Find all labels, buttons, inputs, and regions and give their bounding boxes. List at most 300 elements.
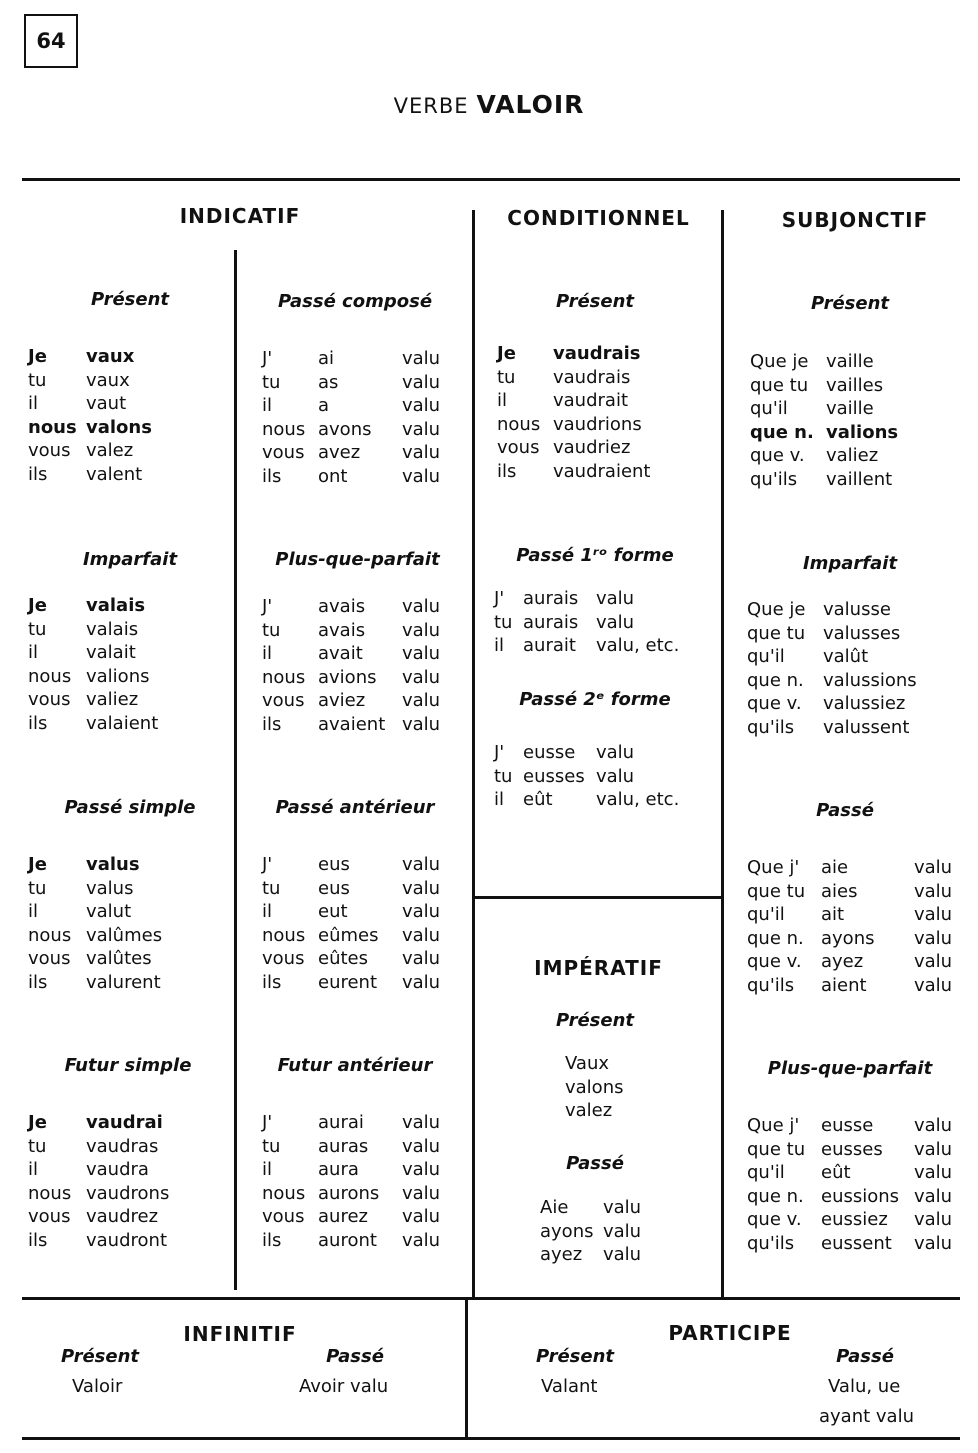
auxiliary: eusses [523,765,585,787]
pronoun: vous [262,442,305,463]
imperatif-present-label: Présent [555,1010,635,1031]
conj-row [494,634,679,658]
auxiliary: eurent [318,971,378,993]
pronoun: Je [28,1112,47,1133]
infinitif-heading: INFINITIF [183,1322,297,1346]
conj-row [262,900,440,924]
conj-row [28,688,158,712]
subjonctif-present-table [750,350,898,491]
conj-row [747,692,917,716]
conj-row [28,416,152,440]
verb-form: valons [86,416,152,438]
pronoun: ils [262,713,282,735]
participle: valu [603,1220,642,1242]
pronoun: nous [28,665,72,687]
auxiliary: aurais [523,588,579,609]
conj-row [28,665,158,689]
auxiliary: auront [318,1229,377,1251]
pronoun: qu'ils [747,1232,795,1254]
pronoun: J' [262,1112,273,1133]
participle: valu [914,974,953,996]
conditionnel-left-rule [472,210,475,1298]
verb-form: valusses [823,622,901,644]
auxiliary: avez [318,442,361,463]
pronoun: nous [262,666,306,688]
pronoun: Je [28,595,47,616]
auxiliary: aurais [523,611,579,633]
imperatif-present-table [565,1052,623,1123]
pronoun: tu [494,611,513,633]
conj-row [497,342,651,366]
conj-row [540,1196,641,1220]
pronoun: tu [28,1135,47,1157]
participle: valu [596,611,635,633]
pronoun: que n. [747,927,804,949]
pronoun: Que j' [747,857,800,878]
conj-row [747,598,917,622]
conj-row [747,1185,952,1209]
participle: valu [914,1138,953,1160]
verb-form: vaux [86,369,130,391]
verb-form: vaudrons [86,1182,170,1204]
conj-row [262,1205,440,1229]
participe-passe-label: Passé [836,1346,894,1367]
infinitif-passe-value: Avoir valu [299,1376,389,1397]
verb-form: valons [565,1076,624,1098]
pronoun: ils [262,1229,282,1251]
pronoun: que v. [747,693,802,714]
auxiliary: aura [318,1159,359,1180]
verb-form: valaient [86,712,159,734]
verb-form: valait [86,642,136,663]
verb-form: valais [86,595,146,616]
auxiliary: aie [821,857,849,878]
auxiliary: avais [318,596,366,617]
conj-row [262,1111,440,1135]
indicatif-imparfait-table [28,594,158,735]
conj-row [565,1052,623,1076]
participe-present-label: Présent [535,1346,615,1367]
conj-row [750,468,898,492]
pronoun: que v. [747,1209,802,1230]
pronoun: que n. [747,1185,804,1207]
auxiliary: eût [523,789,553,810]
conj-row [28,345,152,369]
pronoun: que v. [750,445,805,466]
pronoun: nous [28,924,72,946]
participle: valu [596,742,635,763]
conj-row [750,350,898,374]
auxiliary: avons [318,418,372,440]
indicatif-imparfait-label: Imparfait [82,549,178,570]
conj-row [262,877,440,901]
participle: valu [402,619,441,641]
participle: valu [914,880,953,902]
indicatif-passe-anterieur-table [262,853,440,994]
verb-form: vaudrez [86,1206,159,1227]
pronoun: il [262,395,273,416]
auxiliary: eûtes [318,948,368,969]
verb-form: valez [565,1100,613,1121]
pronoun: J' [262,596,273,617]
pronoun: qu'ils [747,974,795,996]
verb-form: vaille [826,351,874,372]
participle: valu [914,857,953,878]
verb-form: vaudra [86,1159,149,1180]
participle: valu [914,1209,953,1230]
conj-row [262,1182,440,1206]
participle: valu [603,1244,642,1265]
conj-row [750,421,898,445]
conj-row [262,1135,440,1159]
subjonctif-plus-que-parfait-table [747,1114,952,1255]
pronoun: J' [262,854,273,875]
verb-form: valussiez [823,693,906,714]
verb-form: vaut [86,393,127,414]
conj-row [262,619,440,643]
verb-form: vaudront [86,1229,167,1251]
participle: valu [402,877,441,899]
pronoun: tu [262,1135,281,1157]
participle: valu [914,1162,953,1183]
pronoun: J' [262,348,273,369]
pronoun: qu'ils [747,716,795,738]
pronoun: il [494,635,505,656]
indicatif-passe-simple-label: Passé simple [64,797,196,818]
infinitif-participe-divider [465,1297,468,1439]
auxiliary: aurez [318,1206,368,1227]
conj-row [262,1229,440,1253]
pronoun: Je [28,854,47,875]
infinitif-passe-label: Passé [326,1346,384,1367]
participle: valu [603,1197,642,1218]
verb-form: Vaux [565,1053,610,1074]
indicatif-futur-anterieur-label: Futur antérieur [277,1055,433,1076]
pronoun: nous [262,1182,306,1204]
conj-row [494,741,679,765]
pronoun: vous [262,1206,305,1227]
conj-row [747,903,952,927]
pronoun: Que j' [747,1115,800,1136]
auxiliary: a [318,395,330,416]
auxiliary: ayez [821,951,864,972]
conj-row [494,587,679,611]
conj-row [494,788,679,812]
verb-form: vaudrions [553,413,642,435]
conj-row [28,463,152,487]
verb-form: vaudrais [553,366,631,388]
pronoun: il [28,901,39,922]
conj-row [262,642,440,666]
pronoun: nous [497,413,541,435]
conj-row [262,689,440,713]
verb-form: valurent [86,971,161,993]
participle: valu [402,948,441,969]
conj-row [262,371,440,395]
pronoun: vous [28,689,71,710]
conj-row [747,622,917,646]
pronoun: tu [497,366,516,388]
pronoun: tu [28,618,47,640]
pronoun: il [494,789,505,810]
verb-form: valussent [823,716,910,738]
participle: valu [402,1159,441,1180]
pronoun: il [262,901,273,922]
pronoun: tu [28,877,47,899]
conj-row [497,460,651,484]
conj-row [262,713,440,737]
verb-form: vaudriez [553,437,631,458]
conj-row [565,1076,623,1100]
verb-form: vaille [826,398,874,419]
page-number: 64 [24,14,78,68]
verb-form: valus [86,877,134,899]
auxiliary: eusse [523,742,576,763]
conj-row [497,413,651,437]
indicatif-passe-compose-label: Passé composé [277,291,433,312]
bottom-section-rule [22,1297,960,1300]
conj-row [28,712,158,736]
auxiliary: aviez [318,690,366,711]
auxiliary: eussiez [821,1209,888,1230]
auxiliary: aies [821,880,858,902]
auxiliary: ai [318,348,335,369]
pronoun: ils [28,463,48,485]
conj-row [262,971,440,995]
subjonctif-passe-label: Passé [816,800,874,821]
participle: valu [914,904,953,925]
indicatif-passe-simple-table [28,853,162,994]
pronoun: vous [497,437,540,458]
participle: valu [402,971,441,993]
pronoun: ils [262,971,282,993]
indicatif-present-table [28,345,152,486]
pronoun: vous [28,1206,71,1227]
auxiliary: ait [821,904,845,925]
conj-row [28,392,152,416]
pronoun: que v. [747,951,802,972]
conj-row [494,611,679,635]
verb-form: valût [823,646,869,667]
conj-row [750,444,898,468]
participle: valu [402,1206,441,1227]
pronoun: qu'ils [750,468,798,490]
participle: valu [402,596,441,617]
conj-row [494,765,679,789]
auxiliary: eûmes [318,924,379,946]
verb-form: valais [86,618,139,640]
subjonctif-passe-table [747,856,952,997]
pronoun: Que je [750,351,809,372]
verb-form: valut [86,901,132,922]
conj-row [28,369,152,393]
subjonctif-heading: SUBJONCTIF [781,208,929,232]
participle: valu [402,854,441,875]
verb-form: valûtes [86,948,152,969]
verb-form: valions [826,421,899,443]
conditionnel-right-rule [721,210,724,1298]
pronoun: ils [28,971,48,993]
pronoun: nous [262,418,306,440]
auxiliary: eût [821,1162,851,1183]
conj-row [262,394,440,418]
conj-row [262,1158,440,1182]
auxiliary: as [318,371,339,393]
pronoun: Je [28,346,47,367]
conj-row [262,947,440,971]
conj-row [747,1208,952,1232]
participle: valu [402,348,441,369]
participle: valu [402,666,441,688]
conj-row [28,924,162,948]
auxiliary: eut [318,901,348,922]
infinitif-present-value: Valoir [72,1376,123,1397]
indicatif-passe-anterieur-label: Passé antérieur [275,797,435,818]
pronoun: tu [28,369,47,391]
conj-row [747,880,952,904]
conj-row [28,853,162,877]
conj-row [28,900,162,924]
pronoun: tu [262,619,281,641]
auxiliary: eusse [821,1115,874,1136]
conj-row [262,666,440,690]
pronoun: Je [497,343,516,364]
pronoun: ils [262,465,282,487]
pronoun: que tu [747,622,806,644]
verb-form: vaux [86,346,135,367]
participle: valu, etc. [596,789,680,810]
conj-row [747,1138,952,1162]
infinitif-present-label: Présent [60,1346,140,1367]
participle: valu [402,1135,441,1157]
indicatif-heading: INDICATIF [179,204,301,228]
pronoun: qu'il [747,646,785,667]
conj-row [540,1243,641,1267]
pronoun: vous [28,440,71,461]
conj-row [747,1161,952,1185]
pronoun: il [262,1159,273,1180]
participle: valu [402,442,441,463]
conj-row [747,669,917,693]
auxiliary: aurons [318,1182,380,1204]
participle: valu [914,951,953,972]
conditionnel-heading: CONDITIONNEL [507,206,690,230]
participle: valu [914,1115,953,1136]
verb-form: vaudrai [86,1112,163,1133]
conditionnel-passe2-table [494,741,679,812]
participle: valu [914,1232,953,1254]
auxiliary: aurait [523,635,576,656]
pronoun: tu [262,371,281,393]
participle: valu [402,418,441,440]
pronoun: il [28,1159,39,1180]
imperatif-top-rule [472,896,724,899]
imperatif-passe-label: Passé [566,1153,624,1174]
auxiliary: ayons [821,927,875,949]
auxiliary: ayez [540,1244,583,1265]
conj-row [28,1229,169,1253]
auxiliary: Aie [540,1197,569,1218]
auxiliary: eussent [821,1232,892,1254]
verb-form: valent [86,463,143,485]
indicatif-plus-que-parfait-label: Plus-que-parfait [275,549,440,570]
pronoun: nous [28,1182,72,1204]
pronoun: que tu [747,1138,806,1160]
indicatif-present-label: Présent [90,289,170,310]
conj-row [747,645,917,669]
pronoun: que tu [750,374,809,396]
pronoun: que n. [750,421,814,443]
participle: valu [402,901,441,922]
pronoun: ils [28,712,48,734]
participle: valu [914,1185,953,1207]
auxiliary: aurai [318,1112,364,1133]
conj-row [565,1099,623,1123]
conj-row [28,641,158,665]
participle: valu [402,643,441,664]
verb-form: vaudrais [553,343,641,364]
participle: valu [402,1112,441,1133]
verb-form: vaudrait [553,390,629,411]
participle: valu [402,924,441,946]
conj-row [262,347,440,371]
auxiliary: eus [318,854,350,875]
participle: valu [402,1229,441,1251]
conj-row [262,441,440,465]
subjonctif-imparfait-label: Imparfait [802,553,898,574]
verb-form: vailles [826,374,884,396]
verb-form: valusse [823,599,891,620]
indicatif-plus-que-parfait-table [262,595,440,736]
auxiliary: eus [318,877,350,899]
conditionnel-passe1-table [494,587,679,658]
title-prefix: VERBE [393,94,469,118]
participe-present-value: Valant [541,1376,598,1397]
auxiliary: aient [821,974,867,996]
pronoun: il [28,642,39,663]
pronoun: vous [28,948,71,969]
pronoun: J' [494,588,505,609]
conj-row [28,618,158,642]
verb-form: valus [86,854,140,875]
participle: valu [596,588,635,609]
conj-row [497,436,651,460]
bottom-rule [22,1437,960,1440]
conj-row [28,1111,169,1135]
pronoun: que n. [747,669,804,691]
auxiliary: ayons [540,1220,594,1242]
page-title [0,90,978,119]
conj-row [747,974,952,998]
auxiliary: eusses [821,1138,883,1160]
auxiliary: ont [318,465,348,487]
participle: valu [596,765,635,787]
pronoun: que tu [747,880,806,902]
conj-row [747,716,917,740]
pronoun: Que je [747,599,806,620]
conj-row [262,418,440,442]
participe-passe-compose-value: ayant valu [819,1406,914,1427]
conditionnel-present-label: Présent [555,291,635,312]
conj-row [28,1205,169,1229]
conj-row [28,971,162,995]
conj-row [262,853,440,877]
pronoun: ils [28,1229,48,1251]
auxiliary: avait [318,643,363,664]
pronoun: nous [28,416,77,438]
participle: valu [402,1182,441,1204]
verb-form: valiez [86,689,139,710]
